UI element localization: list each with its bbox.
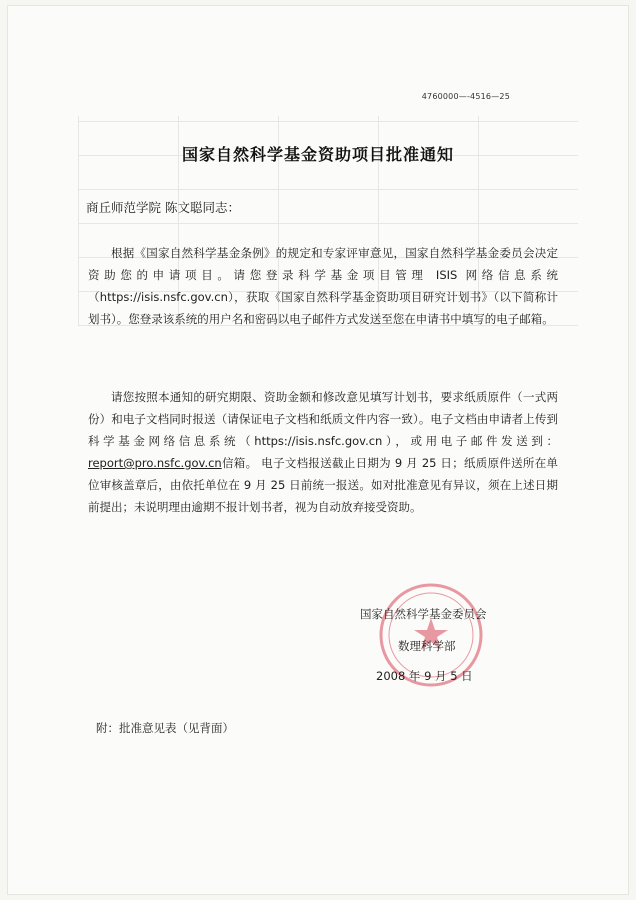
paragraph-2-text-a: 请您按照本通知的研究期限、资助金额和修改意见填写计划书，要求纸质原件（一式两份）和电子文档同时报送（请保证电子文档和纸质文件内容一致）。电子文档由申请者上传到科学基金网络信息系统（https://isis.nsfc.gov.cn），或用电子邮件发送到：: [88, 390, 558, 448]
addressee: 商丘师范学院 陈文聪同志：: [86, 200, 240, 215]
signature-date: 2008 年 9 月 5 日: [376, 669, 473, 683]
attachment-note: 附：批准意见表（见背面）: [96, 721, 234, 735]
email-address: report@pro.nsfc.gov.cn: [88, 456, 222, 470]
signature-organization: 国家自然科学基金委员会: [360, 607, 487, 621]
paragraph-2-text-b: 信箱。 电子文档报送截止日期为 9 月 25 日；纸质原件送所在单位审核盖章后，由依托单位在 9 月 25 日前统一报送。如对批准意见有异议，须在上述日期前提出；未说明理由逾期不报计划书者，视为自动放弃接受资助。: [88, 456, 558, 514]
document-page: [8, 6, 628, 894]
page-title: 国家自然科学基金资助项目批准通知: [181, 145, 454, 164]
document-number: 4760000—-4516—25: [421, 92, 510, 101]
paragraph-1: 根据《国家自然科学基金条例》的规定和专家评审意见，国家自然科学基金委员会决定资助您的申请项目。请您登录科学基金项目管理 ISIS 网络信息系统（https://isis.nsfc.gov.cn），获取《国家自然科学基金资助项目研究计划书》（以下简称计划书）。您登录该系统的用户名和密码以电子邮件方式发送至您在申请书中填写的电子邮箱。: [88, 246, 558, 326]
signature-department: 数理科学部: [398, 639, 456, 653]
paragraph-2: [88, 386, 558, 518]
